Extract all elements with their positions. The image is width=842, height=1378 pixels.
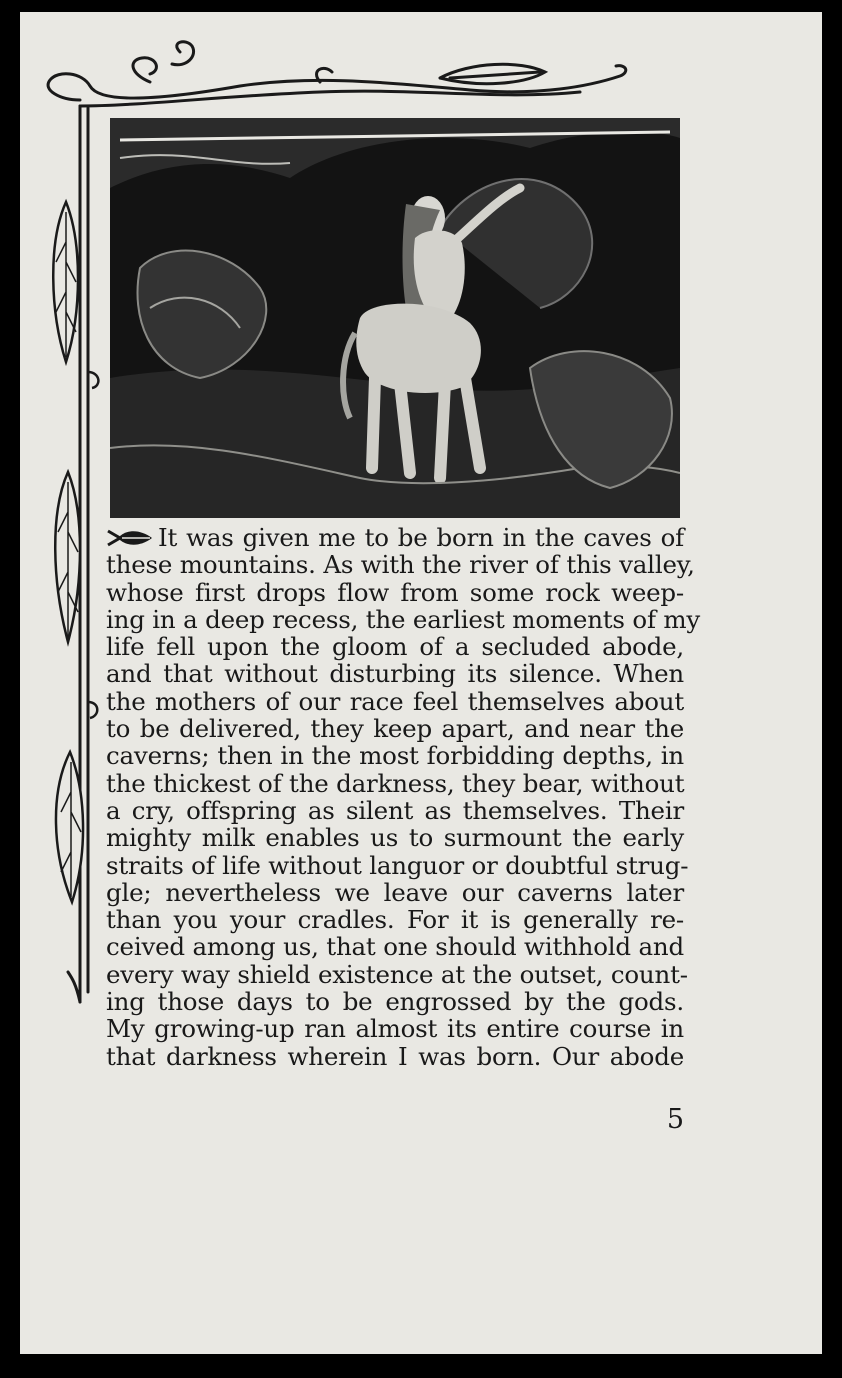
text-line bbox=[106, 524, 684, 551]
text-line: that darkness wherein I was born. Our abode bbox=[106, 1041, 684, 1071]
text-line: mighty milk enables us to surmount the early bbox=[106, 823, 684, 853]
text-line: ceived among us, that one should withhold and bbox=[106, 932, 684, 962]
text-line: the thickest of the darkness, they bear, without bbox=[106, 768, 685, 798]
book-page bbox=[20, 12, 822, 1354]
text-line: a cry, offspring as silent as themselves. Their bbox=[106, 795, 684, 825]
page-number: 5 bbox=[666, 1104, 684, 1135]
leaf-pointer-icon bbox=[106, 527, 154, 549]
body-text bbox=[106, 523, 701, 1071]
text-line: life fell upon the gloom of a secluded abode, bbox=[106, 632, 684, 662]
text-line-content: It was given me to be born in the caves of bbox=[158, 523, 684, 552]
text-line: than you your cradles. For it is generally re- bbox=[106, 905, 684, 935]
text-line: to be delivered, they keep apart, and near the bbox=[106, 714, 684, 744]
text-line: caverns; then in the most forbidding depths, in bbox=[106, 741, 684, 771]
text-line: ing in a deep recess, the earliest moments of my bbox=[106, 604, 701, 634]
text-line: straits of life without languor or doubtful strug- bbox=[106, 850, 689, 880]
text-line: the mothers of our race feel themselves about bbox=[106, 686, 684, 716]
text-line: ing those days to be engrossed by the gods. bbox=[106, 987, 684, 1017]
text-line: every way shield existence at the outset, count- bbox=[106, 959, 688, 989]
text-line: whose first drops flow from some rock weep- bbox=[106, 577, 684, 607]
text-line: and that without disturbing its silence. When bbox=[106, 659, 684, 689]
woodcut-illustration bbox=[110, 118, 680, 518]
text-line: gle; nevertheless we leave our caverns later bbox=[106, 877, 684, 907]
text-line: these mountains. As with the river of this valley, bbox=[106, 550, 695, 580]
text-line: My growing-up ran almost its entire course in bbox=[106, 1014, 684, 1044]
